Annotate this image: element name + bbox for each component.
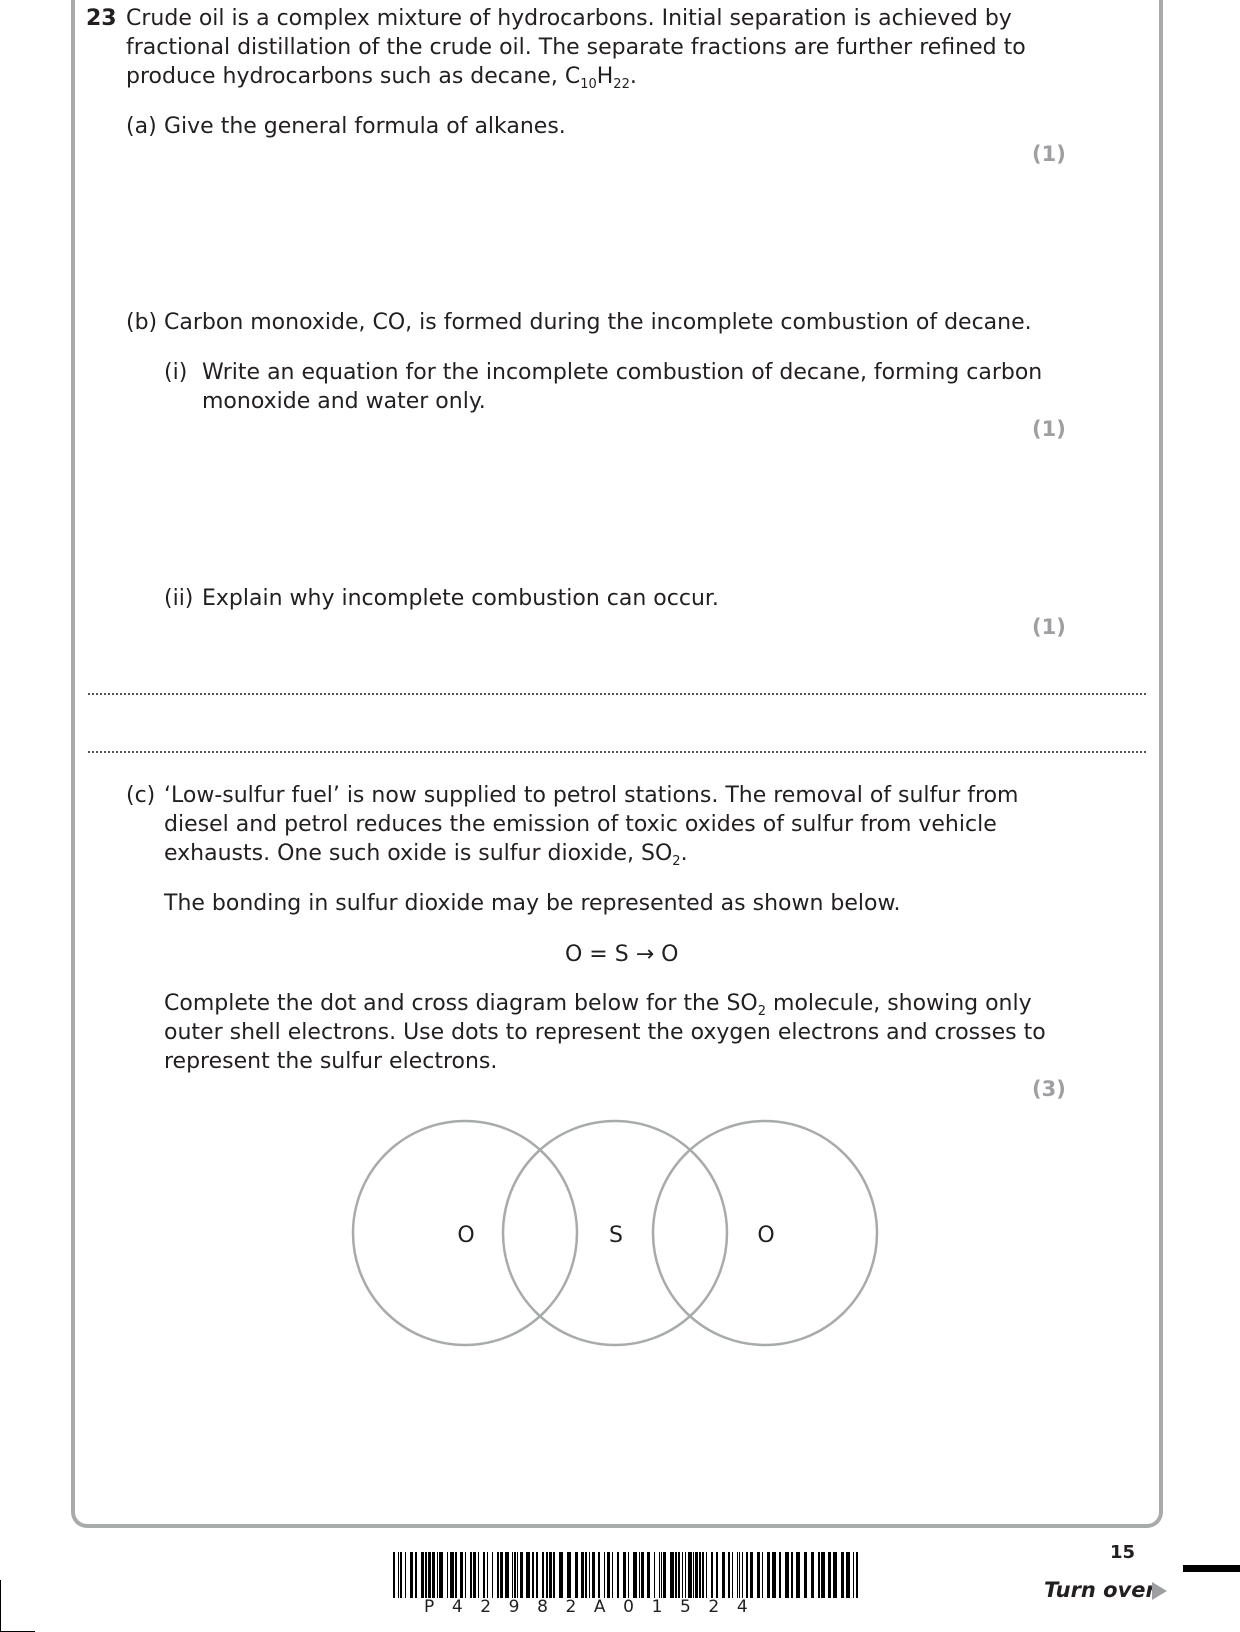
intro-subscript-22: 22 [613,77,630,92]
instruction-line-1 [164,989,1032,1018]
part-a-text: Give the general formula of alkanes. [164,114,566,139]
oxygen-right-label: O [757,1223,775,1248]
part-c-subscript-2: 2 [672,854,681,869]
part-b-ii-label: (ii) [164,586,194,611]
part-c-line-3-end: . [680,841,688,866]
part-b-i-mark: (1) [1032,417,1066,441]
answer-line-1[interactable] [88,693,1146,695]
part-c-mark: (3) [1032,1077,1066,1101]
part-b-i-label: (i) [164,360,188,385]
bonding-equation: O = S → O [565,942,679,967]
part-a-label: (a) [126,114,157,139]
part-c-line-2: diesel and petrol reduces the emission of toxic oxides of sulfur from vehicle [164,812,997,837]
part-b-ii-text: Explain why incomplete combustion can occur. [202,586,719,611]
part-b-text: Carbon monoxide, CO, is formed during the incomplete combustion of decane. [164,310,1032,335]
intro-line-3-text: produce hydrocarbons such as decane, C [126,64,581,89]
page-number: 15 [1110,1542,1136,1563]
part-b-label: (b) [126,310,158,335]
part-b-i-line-1: Write an equation for the incomplete combustion of decane, forming carbon [202,360,1043,385]
barcode-digits: P42982A01524 [424,1597,766,1617]
intro-line-1: Crude oil is a complex mixture of hydrocarbons. Initial separation is achieved by [126,6,1012,31]
answer-line-2[interactable] [88,751,1146,753]
intro-subscript-10: 10 [580,77,597,92]
instruction-line-2: outer shell electrons. Use dots to represent the oxygen electrons and crosses to [164,1020,1046,1045]
part-c-line-3 [164,839,688,868]
barcode [393,1552,861,1598]
intro-line-2: fractional distillation of the crude oil. The separate fractions are further refined to [126,35,1026,60]
dot-cross-diagram[interactable] [350,1118,890,1348]
part-b-i-line-2: monoxide and water only. [202,389,486,414]
intro-line-3-end: . [629,64,637,89]
edge-marker [1183,1565,1240,1572]
intro-line-3-h: H [596,64,614,89]
instruction-line-3: represent the sulfur electrons. [164,1049,498,1074]
instruction-subscript-2: 2 [757,1004,767,1019]
turn-over-text: Turn over [1044,1578,1156,1602]
instruction-line-1-text: Complete the dot and cross diagram below for the SO [164,991,758,1016]
crop-mark [0,1580,35,1632]
bonding-text: The bonding in sulfur dioxide may be represented as shown below. [164,891,901,916]
turn-over-arrow-icon [1152,1582,1167,1600]
question-number: 23 [86,6,117,31]
oxygen-left-label: O [457,1223,475,1248]
part-a-answer-area[interactable] [126,175,1026,295]
part-b-ii-mark: (1) [1032,615,1066,639]
part-c-line-3-text: exhausts. One such oxide is sulfur dioxide, SO [164,841,673,866]
intro-line-3 [126,62,637,91]
part-c-label: (c) [126,783,156,808]
part-c-line-1: ‘Low-sulfur fuel’ is now supplied to petrol stations. The removal of sulfur from [164,783,1019,808]
part-a-mark: (1) [1032,142,1066,166]
instruction-line-1-end: molecule, showing only [766,991,1032,1016]
sulfur-label: S [609,1223,623,1248]
part-b-i-answer-area[interactable] [126,450,1026,570]
